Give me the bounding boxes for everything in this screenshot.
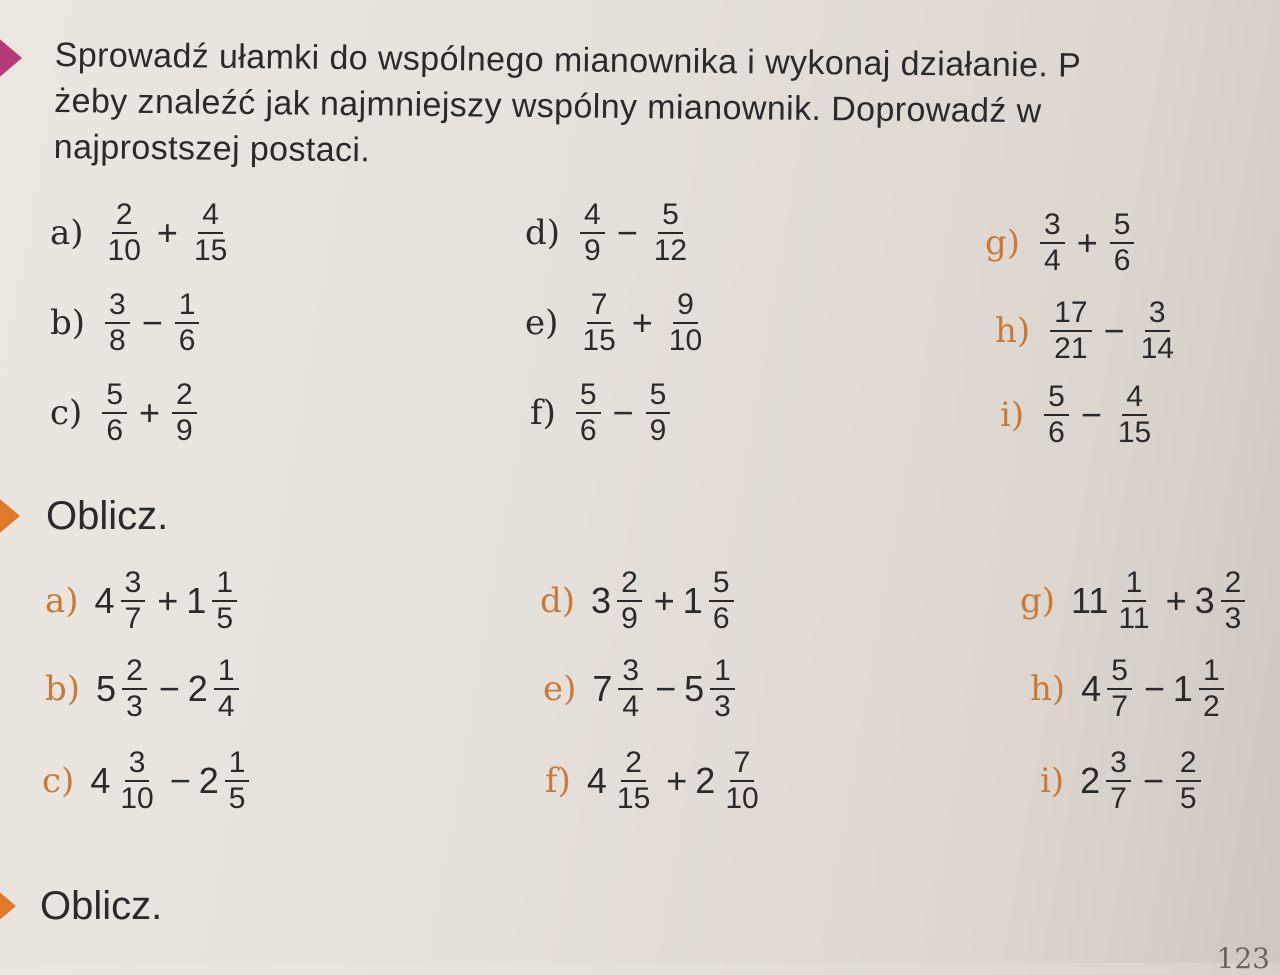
exercise-label: c) [50,393,83,433]
whole-part: 1 [186,580,207,621]
fraction [665,288,706,358]
exercise-item [985,208,1138,278]
task-marker-pink [0,36,22,80]
numerator: 1 [214,654,239,690]
operator: + [653,580,675,621]
fraction [105,288,130,358]
denominator: 7 [124,602,142,635]
numerator: 7 [730,746,755,782]
whole-part: 4 [1081,668,1102,709]
whole-part: 2 [198,760,219,801]
exercise-item [1030,654,1228,724]
denominator: 9 [649,414,667,447]
numerator: 2 [112,198,137,234]
operator: − [141,302,163,343]
whole-part: 1 [682,580,703,621]
denominator: 15 [616,782,651,815]
fraction [1114,380,1155,450]
exercise-item [42,746,253,816]
denominator: 9 [584,234,601,267]
task1-instruction [54,32,1280,183]
task-marker-orange [0,494,20,538]
exercise-item [540,566,738,636]
fraction [1107,654,1132,724]
denominator: 15 [1117,416,1152,449]
exercise-label: b) [45,669,81,709]
numerator: 2 [1221,566,1246,602]
numerator: 4 [198,198,223,234]
numerator: 5 [1044,380,1069,416]
fraction [1114,566,1153,636]
denominator: 5 [216,602,234,635]
fraction [225,746,250,816]
exercise-label: g) [1020,581,1056,621]
whole-part: 2 [1080,760,1101,801]
numerator: 5 [709,566,734,602]
operator: − [655,668,677,709]
fraction [721,746,762,816]
operator: + [1165,580,1187,621]
exercise-label: a) [50,213,84,253]
task-marker-orange [0,884,16,928]
fraction [1110,208,1135,278]
denominator: 6 [178,324,196,357]
denominator: 6 [712,602,730,635]
denominator: 7 [1111,690,1128,723]
numerator: 3 [618,654,643,690]
numerator: 3 [121,566,146,602]
operator: − [1143,668,1165,709]
fraction [580,198,605,268]
numerator: 5 [102,378,127,414]
denominator: 5 [1179,782,1197,815]
fraction [122,654,147,724]
numerator: 3 [1106,746,1131,782]
task3-heading: Oblicz. [40,884,163,928]
numerator: 3 [1145,296,1170,332]
fraction [710,654,735,724]
numerator: 9 [673,288,698,324]
numerator: 1 [710,654,735,690]
fraction [617,566,642,636]
denominator: 10 [120,782,154,815]
denominator: 4 [217,690,235,723]
exercise-label: d) [540,581,576,621]
exercise-label: h) [1030,669,1066,709]
exercise-label: b) [50,303,86,343]
fraction [576,378,601,448]
operator: − [1080,394,1102,435]
whole-part: 4 [586,760,607,801]
fraction [116,746,157,816]
operator: + [631,302,653,343]
whole-part: 2 [187,668,208,709]
denominator: 2 [1202,690,1220,723]
denominator: 14 [1140,332,1174,365]
operator: − [612,392,634,433]
exercise-label: f) [530,393,556,433]
whole-part: 11 [1071,580,1109,621]
numerator: 7 [587,288,612,324]
instruction-line: żeby znaleźć jak najmniejszy wspólny mianownik. Doprowadź w [54,81,1042,131]
exercise-item [995,296,1182,366]
exercise-label: e) [543,669,577,709]
fraction [709,566,734,636]
operator: − [158,668,180,709]
denominator: 9 [176,414,193,447]
operator: − [169,760,191,801]
numerator: 5 [658,198,683,234]
whole-part: 4 [94,580,115,621]
instruction-line: najprostszej postaci. [53,127,371,170]
numerator: 2 [172,378,197,414]
operator: − [1103,310,1125,351]
denominator: 6 [1113,244,1131,277]
numerator: 4 [1122,380,1147,416]
denominator: 3 [126,690,143,723]
fraction [172,378,197,448]
denominator: 15 [582,324,616,357]
whole-part: 5 [96,668,117,709]
fraction [1044,380,1069,450]
numerator: 4 [580,198,605,234]
denominator: 3 [714,690,731,723]
operator: + [139,392,161,433]
fraction [618,654,643,724]
fraction [1050,296,1091,366]
exercise-item [45,654,243,724]
exercise-label: c) [42,761,75,801]
operator: − [1142,760,1164,801]
exercise-label: f) [545,761,571,801]
exercise-label: i) [1040,761,1065,801]
fraction [121,566,146,636]
denominator: 6 [106,414,123,447]
denominator: 21 [1054,332,1088,365]
denominator: 5 [228,782,246,815]
operator: + [666,760,688,801]
numerator: 2 [122,654,147,690]
fraction [190,198,231,268]
fraction [1106,746,1131,816]
denominator: 10 [107,234,141,267]
numerator: 2 [1176,746,1201,782]
exercise-label: a) [45,581,79,621]
numerator: 1 [1122,566,1147,602]
whole-part: 3 [591,580,612,621]
denominator: 15 [193,234,228,267]
denominator: 12 [653,234,688,267]
exercise-item [525,198,695,268]
exercise-item [45,566,241,636]
fraction [1221,566,1246,636]
numerator: 17 [1050,296,1091,332]
fraction [1176,746,1201,816]
denominator: 8 [109,324,126,357]
numerator: 1 [225,746,250,782]
operator: + [156,212,178,253]
numerator: 5 [1107,654,1132,690]
denominator: 7 [1110,782,1127,815]
fraction [578,288,619,358]
denominator: 6 [579,414,597,447]
denominator: 11 [1118,602,1150,635]
whole-part: 3 [1194,580,1215,621]
exercise-item [1000,380,1159,450]
fraction [175,288,200,358]
fraction [646,378,671,448]
exercise-label: g) [985,223,1021,263]
denominator: 10 [725,782,759,815]
exercise-label: d) [525,213,561,253]
denominator: 4 [1044,244,1061,277]
denominator: 10 [668,324,703,357]
fraction [1137,296,1178,366]
denominator: 4 [622,690,640,723]
fraction [102,378,127,448]
numerator: 2 [621,746,646,782]
exercise-item [543,654,739,724]
page-number: 123 [1216,942,1270,975]
whole-part: 4 [90,760,111,801]
exercise-item [1020,566,1249,636]
numerator: 1 [175,288,200,324]
exercise-item [1040,746,1205,816]
instruction-line: Sprowadź ułamki do wspólnego mianownika i wykonaj działanie. P [54,35,1082,85]
exercise-item [50,288,203,358]
fraction [1040,208,1065,278]
numerator: 3 [125,746,150,782]
denominator: 3 [1224,602,1242,635]
denominator: 9 [621,602,638,635]
denominator: 6 [1048,416,1065,449]
numerator: 1 [212,566,237,602]
numerator: 5 [576,378,601,414]
numerator: 2 [617,566,642,602]
numerator: 3 [1040,208,1065,244]
exercise-label: e) [525,303,559,343]
fraction [1199,654,1224,724]
numerator: 5 [646,378,671,414]
exercise-item [50,378,201,448]
exercise-item [525,288,710,358]
fraction [613,746,654,816]
task2-heading: Oblicz. [46,494,169,538]
whole-part: 1 [1172,668,1193,709]
exercise-item [545,746,767,816]
fraction [104,198,145,268]
operator: + [157,580,179,621]
fraction [212,566,237,636]
whole-part: 5 [684,668,705,709]
exercise-item [50,198,235,268]
operator: − [616,212,638,253]
operator: + [1076,222,1098,263]
numerator: 3 [105,288,130,324]
exercise-item [530,378,674,448]
fraction [650,198,691,268]
whole-part: 7 [592,668,613,709]
numerator: 5 [1110,208,1135,244]
numerator: 1 [1199,654,1224,690]
exercise-label: i) [1000,395,1025,435]
exercise-label: h) [995,311,1031,351]
fraction [214,654,239,724]
whole-part: 2 [695,760,716,801]
